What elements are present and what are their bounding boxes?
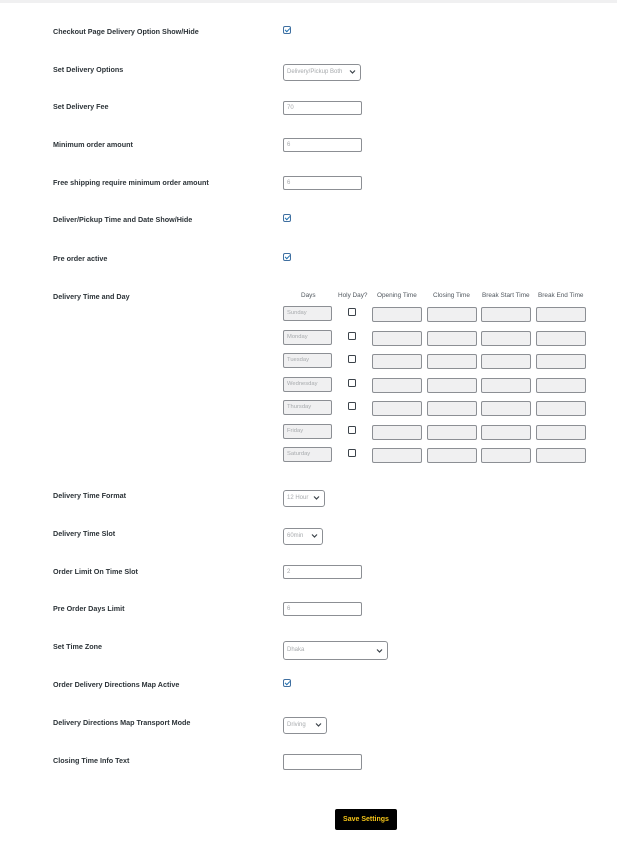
holy-day-checkbox[interactable] [348,449,356,457]
time-zone-value: Dhaka [287,647,305,653]
opening-time-input[interactable] [372,425,422,440]
day-name-input: Sunday [283,306,332,321]
break-start-input[interactable] [481,307,531,322]
chevron-down-icon [311,533,318,539]
break-start-input[interactable] [481,331,531,346]
closing-time-input[interactable] [427,448,477,463]
break-start-header: Break Start Time [482,292,530,299]
break-end-input[interactable] [536,378,586,393]
closing-info-label: Closing Time Info Text [53,756,130,765]
time-slot-label: Delivery Time Slot [53,529,116,538]
holy-day-checkbox[interactable] [348,308,356,316]
holy-day-checkbox[interactable] [348,402,356,410]
time-format-value: 12 Hour [287,495,309,501]
time-format-label: Delivery Time Format [53,491,126,500]
checkout-show-hide-label: Checkout Page Delivery Option Show/Hide [53,27,199,36]
pre-order-checkbox[interactable] [283,253,291,261]
break-end-input[interactable] [536,331,586,346]
checkout-show-hide-checkbox[interactable] [283,26,291,34]
closing-time-header: Closing Time [433,292,470,299]
day-name-input: Tuesday [283,353,332,368]
day-name-input: Wednesday [283,377,332,392]
break-start-input[interactable] [481,425,531,440]
time-date-show-hide-checkbox[interactable] [283,214,291,222]
chevron-down-icon [349,69,356,75]
chevron-down-icon [313,495,320,501]
holy-day-checkbox[interactable] [348,426,356,434]
order-limit-label: Order Limit On Time Slot [53,567,138,576]
order-limit-input[interactable]: 2 [283,565,362,579]
holy-day-checkbox[interactable] [348,355,356,363]
day-name-input: Monday [283,330,332,345]
delivery-fee-label: Set Delivery Fee [53,102,109,111]
closing-time-input[interactable] [427,425,477,440]
pre-order-days-input[interactable]: 6 [283,602,362,616]
delivery-options-value: Delivery/Pickup Both [287,69,343,75]
delivery-time-day-label: Delivery Time and Day [53,292,130,301]
transport-mode-label: Delivery Directions Map Transport Mode [53,718,191,727]
break-start-input[interactable] [481,401,531,416]
min-order-label: Minimum order amount [53,140,133,149]
min-order-input[interactable]: 6 [283,138,362,152]
closing-time-input[interactable] [427,378,477,393]
opening-time-input[interactable] [372,307,422,322]
delivery-fee-input[interactable]: 70 [283,101,362,115]
opening-time-header: Opening Time [377,292,417,299]
day-name-input: Friday [283,424,332,439]
opening-time-input[interactable] [372,448,422,463]
chevron-down-icon [376,648,383,654]
map-active-label: Order Delivery Directions Map Active [53,680,180,689]
holy-day-checkbox[interactable] [348,332,356,340]
top-border [0,0,617,3]
opening-time-input[interactable] [372,354,422,369]
break-end-input[interactable] [536,307,586,322]
transport-mode-value: Driving [287,722,306,728]
time-slot-value: 60min [287,533,304,539]
closing-time-input[interactable] [427,401,477,416]
break-start-input[interactable] [481,448,531,463]
opening-time-input[interactable] [372,378,422,393]
break-end-input[interactable] [536,425,586,440]
delivery-options-select[interactable] [283,64,361,81]
time-format-select[interactable] [283,490,325,507]
pre-order-label: Pre order active [53,254,108,263]
break-end-header: Break End Time [538,292,584,299]
days-header: Days [301,292,316,299]
time-zone-label: Set Time Zone [53,642,102,651]
chevron-down-icon [315,722,322,728]
break-end-input[interactable] [536,401,586,416]
closing-info-input[interactable] [283,754,362,770]
save-settings-button[interactable]: Save Settings [335,809,397,830]
holy-day-header: Holy Day? [338,292,368,299]
transport-mode-select[interactable] [283,717,327,734]
break-end-input[interactable] [536,354,586,369]
closing-time-input[interactable] [427,331,477,346]
map-active-checkbox[interactable] [283,679,291,687]
closing-time-input[interactable] [427,307,477,322]
opening-time-input[interactable] [372,401,422,416]
free-shipping-min-label: Free shipping require minimum order amount [53,178,209,187]
opening-time-input[interactable] [372,331,422,346]
break-start-input[interactable] [481,354,531,369]
day-name-input: Saturday [283,447,332,462]
break-start-input[interactable] [481,378,531,393]
holy-day-checkbox[interactable] [348,379,356,387]
closing-time-input[interactable] [427,354,477,369]
free-shipping-min-input[interactable]: 6 [283,176,362,190]
time-zone-select[interactable] [283,641,388,660]
day-name-input: Thursday [283,400,332,415]
pre-order-days-label: Pre Order Days Limit [53,604,125,613]
delivery-options-label: Set Delivery Options [53,65,124,74]
time-date-show-hide-label: Deliver/Pickup Time and Date Show/Hide [53,215,193,224]
break-end-input[interactable] [536,448,586,463]
time-slot-select[interactable] [283,528,323,545]
